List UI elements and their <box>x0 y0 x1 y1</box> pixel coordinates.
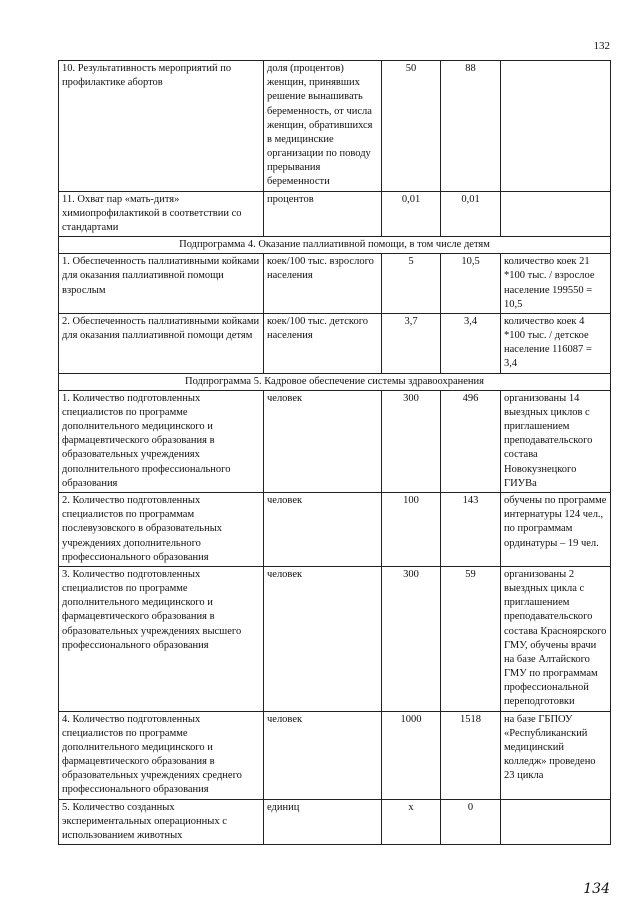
plan-value-cell: 50 <box>382 61 441 192</box>
section-header-row <box>59 237 611 254</box>
comment-cell: количество коек 21 *100 тыс. / взрослое население 199550 = 10,5 <box>501 254 611 314</box>
comment-cell: количество коек 4 *100 тыс. / детское население 116087 = 3,4 <box>501 313 611 373</box>
table-row <box>59 191 611 237</box>
table-row <box>59 313 611 373</box>
table-row <box>59 566 611 711</box>
comment-cell: на базе ГБПОУ «Республиканский медицинский колледж» проведено 23 цикла <box>501 711 611 799</box>
indicator-cell: 2. Обеспеченность паллиативными койками для оказания паллиативной помощи детям <box>59 313 264 373</box>
plan-value-cell: 5 <box>382 254 441 314</box>
indicator-cell: 2. Количество подготовленных специалистов по программам послевузовского в образовательных учреждениях дополнительного профессионального образования <box>59 492 264 566</box>
fact-value-cell: 496 <box>441 390 501 492</box>
plan-value-cell: 300 <box>382 566 441 711</box>
table-row <box>59 254 611 314</box>
table-body <box>59 61 611 845</box>
fact-value-cell: 3,4 <box>441 313 501 373</box>
plan-value-cell: 100 <box>382 492 441 566</box>
comment-cell: организованы 2 выездных цикла с приглашением преподавательского состава Красноярского ГМУ, обучены врачи на базе Алтайского ГМУ по программам профессиональной переподготовки <box>501 566 611 711</box>
section-header-row <box>59 373 611 390</box>
table-row <box>59 390 611 492</box>
indicator-cell: 10. Результативность мероприятий по профилактике абортов <box>59 61 264 192</box>
handwritten-page-number: 134 <box>583 881 610 897</box>
plan-value-cell: 300 <box>382 390 441 492</box>
indicator-cell: 3. Количество подготовленных специалистов по программе дополнительного медицинского и фармацевтического образования в образовательных учреждениях высшего профессионального образования <box>59 566 264 711</box>
fact-value-cell: 0,01 <box>441 191 501 237</box>
fact-value-cell: 143 <box>441 492 501 566</box>
fact-value-cell: 0 <box>441 799 501 845</box>
unit-cell: коек/100 тыс. взрослого населения <box>264 254 382 314</box>
plan-value-cell: 0,01 <box>382 191 441 237</box>
plan-value-cell: 1000 <box>382 711 441 799</box>
table-row <box>59 61 611 192</box>
indicator-cell: 1. Количество подготовленных специалистов по программе дополнительного медицинского и фармацевтического образования в образовательных учреждениях дополнительного профессионального образования <box>59 390 264 492</box>
section-title: Подпрограмма 5. Кадровое обеспечение системы здравоохранения <box>59 373 611 390</box>
table-row <box>59 711 611 799</box>
fact-value-cell: 10,5 <box>441 254 501 314</box>
page-number: 132 <box>593 40 610 52</box>
unit-cell: человек <box>264 390 382 492</box>
unit-cell: единиц <box>264 799 382 845</box>
comment-cell: организованы 14 выездных циклов с приглашением преподавательского состава Новокузнецкого ГИУВа <box>501 390 611 492</box>
table-row <box>59 492 611 566</box>
fact-value-cell: 88 <box>441 61 501 192</box>
unit-cell: человек <box>264 711 382 799</box>
table-row <box>59 799 611 845</box>
comment-cell: обучены по программе интернатуры 124 чел., по программам ординатуры – 19 чел. <box>501 492 611 566</box>
unit-cell: человек <box>264 566 382 711</box>
indicators-table <box>58 60 611 845</box>
indicator-cell: 4. Количество подготовленных специалистов по программе дополнительного медицинского и фармацевтического образования в образовательных учреждениях среднего профессионального образования <box>59 711 264 799</box>
comment-cell <box>501 61 611 192</box>
fact-value-cell: 1518 <box>441 711 501 799</box>
indicator-cell: 1. Обеспеченность паллиативными койками для оказания паллиативной помощи взрослым <box>59 254 264 314</box>
unit-cell: доля (процентов) женщин, принявших решение вынашивать беременность, от числа женщин, обратившихся в медицинские организации по поводу прерывания беременности <box>264 61 382 192</box>
plan-value-cell: 3,7 <box>382 313 441 373</box>
plan-value-cell: х <box>382 799 441 845</box>
comment-cell <box>501 799 611 845</box>
unit-cell: процентов <box>264 191 382 237</box>
section-title: Подпрограмма 4. Оказание паллиативной помощи, в том числе детям <box>59 237 611 254</box>
unit-cell: человек <box>264 492 382 566</box>
indicator-cell: 11. Охват пар «мать-дитя» химиопрофилактикой в соответствии со стандартами <box>59 191 264 237</box>
unit-cell: коек/100 тыс. детского населения <box>264 313 382 373</box>
fact-value-cell: 59 <box>441 566 501 711</box>
indicator-cell: 5. Количество созданных экспериментальных операционных с использованием животных <box>59 799 264 845</box>
comment-cell <box>501 191 611 237</box>
